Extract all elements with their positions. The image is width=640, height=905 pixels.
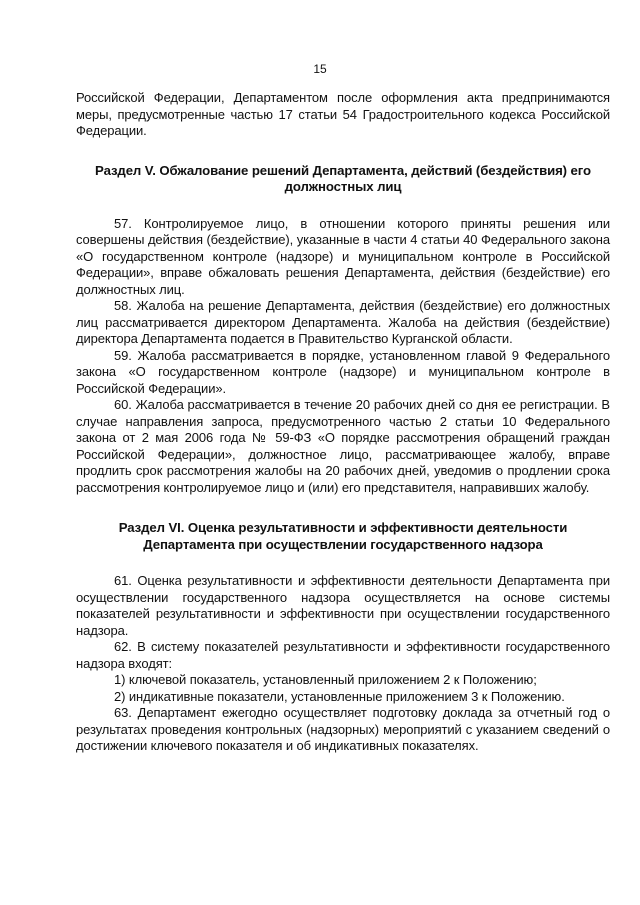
paragraph-61: 61. Оценка результативности и эффективности деятельности Департамента при осуществлении государственного надзора осуществляется на основе системы показателей результативности и эффективности при осуществлении государственного надзора.: [76, 573, 610, 638]
paragraph-59: 59. Жалоба рассматривается в порядке, установленном главой 9 Федерального закона «О государственном контроле (надзоре) и муниципальном контроле в Российской Федерации».: [76, 347, 610, 396]
paragraph-58: 58. Жалоба на решение Департамента, действия (бездействие) его должностных лиц рассматривается директором Департамента. Жалоба на действия (бездействие) директора Департамента подается в Правительство Курганской области.: [76, 298, 610, 346]
section-6-title: Раздел VI. Оценка результативности и эффективности деятельности Департамента при осуществлении государственного надзора: [118, 520, 568, 552]
list-item: 1) ключевой показатель, установленный приложением 2 к Положению;: [114, 672, 537, 687]
paragraph-57: 57. Контролируемое лицо, в отношении которого приняты решения или совершены действия (бездействие), указанные в части 4 статьи 40 Федерального закона «О государственном контроле (надзоре) и муниципальном контроле в Российской Федерации», вправе обжаловать решения Департамента, действия (бездействие) его должностных лиц.: [76, 215, 610, 297]
intro-paragraph: Российской Федерации, Департаментом после оформления акта предпринимаются меры, предусмотренные частью 17 статьи 54 Градостроительного кодекса Российской Федерации.: [76, 90, 610, 138]
paragraph-60: 60. Жалоба рассматривается в течение 20 рабочих дней со дня ее регистрации. В случае направления запроса, предусмотренного частью 2 статьи 10 Федерального закона от 2 мая 2006 года № 59-ФЗ «О порядке рассмотрения обращений граждан Российской Федерации», должностное лицо, рассматривающее жалобу, вправе продлить срок рассмотрения жалобы на 20 рабочих дней, уведомив о продлении срока рассмотрения контролируемое лицо и (или) его представителя, направивших жалобу.: [76, 397, 610, 495]
section-5-title: Раздел V. Обжалование решений Департамента, действий (бездействия) его должностных лиц: [95, 162, 591, 194]
paragraph-63: 63. Департамент ежегодно осуществляет подготовку доклада за отчетный год о результатах проведения контрольных (надзорных) мероприятий с указанием сведений о достижении ключевого показателя и об индикативных показателях.: [76, 705, 610, 753]
list-item: 2) индикативные показатели, установленные приложением 3 к Положению.: [114, 688, 565, 704]
paragraph-62: 62. В систему показателей результативности и эффективности государственного надзора входят:: [76, 639, 610, 671]
page-number: 15: [313, 62, 327, 76]
document-body: [76, 90, 610, 755]
